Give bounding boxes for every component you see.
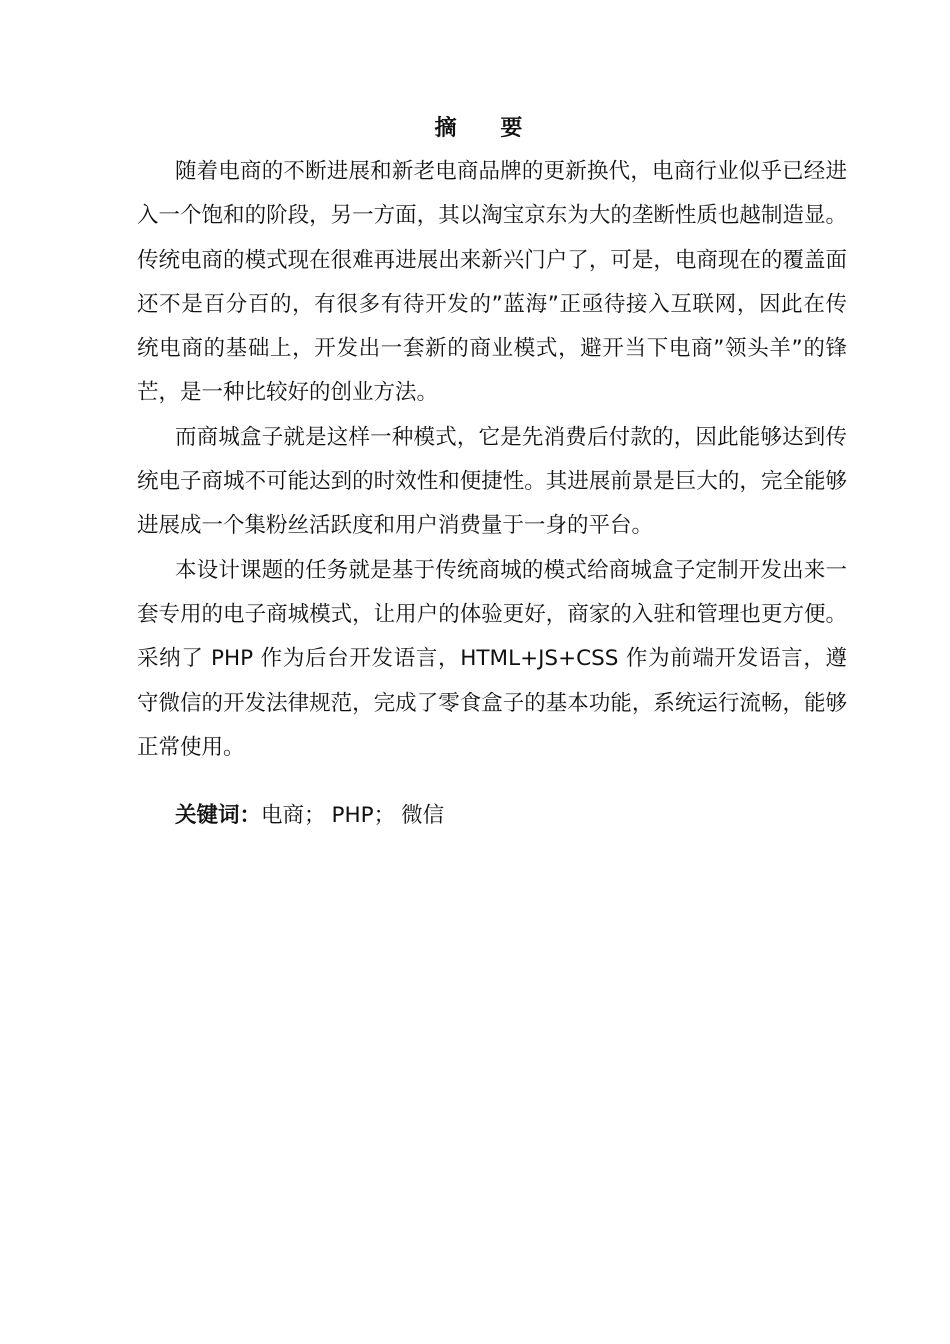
abstract-title: 摘 要 bbox=[434, 116, 541, 141]
abstract-paragraph-2: 而商城盒子就是这样一种模式，它是先消费后付款的，因此能够达到传统电子商城不可能达到的时效性和便捷性。其进展前景是巨大的，完全能够进展成一个集粉丝活跃度和用户消费量于一身的平台。 bbox=[137, 424, 847, 539]
abstract-paragraph-1: 随着电商的不断进展和新老电商品牌的更新换代，电商行业似乎已经进入一个饱和的阶段，另一方面，其以淘宝京东为大的垄断性质也越制造显。传统电商的模式现在很难再进展出来新兴门户了，可是，电商现在的覆盖面还不是百分百的，有很多有待开发的”蓝海”正亟待接入互联网，因此在传统电商的基础上，开发出一套新的商业模式，避开当下电商”领头羊”的锋芒，是一种比较好的创业方法。 bbox=[137, 159, 847, 406]
keyword-item: 电商 bbox=[261, 803, 305, 828]
keywords-line bbox=[175, 798, 444, 834]
keyword-separator: ； bbox=[373, 803, 396, 828]
abstract-body bbox=[137, 150, 847, 770]
keywords-label: 关键词： bbox=[175, 803, 262, 828]
abstract-paragraph-3: 本设计课题的任务就是基于传统商城的模式给商城盒子定制开发出来一套专用的电子商城模式，让用户的体验更好，商家的入驻和管理也更方便。采纳了 PHP 作为后台开发语言，HTML+JS+CSS 作为前端开发语言，遵守微信的开发法律规范，完成了零食盒子的基本功能，系统运行流畅，能够正常使用。 bbox=[137, 557, 847, 760]
keyword-separator: ； bbox=[304, 803, 326, 828]
keyword-item: PHP bbox=[331, 803, 374, 828]
keyword-item: 微信 bbox=[401, 803, 445, 828]
